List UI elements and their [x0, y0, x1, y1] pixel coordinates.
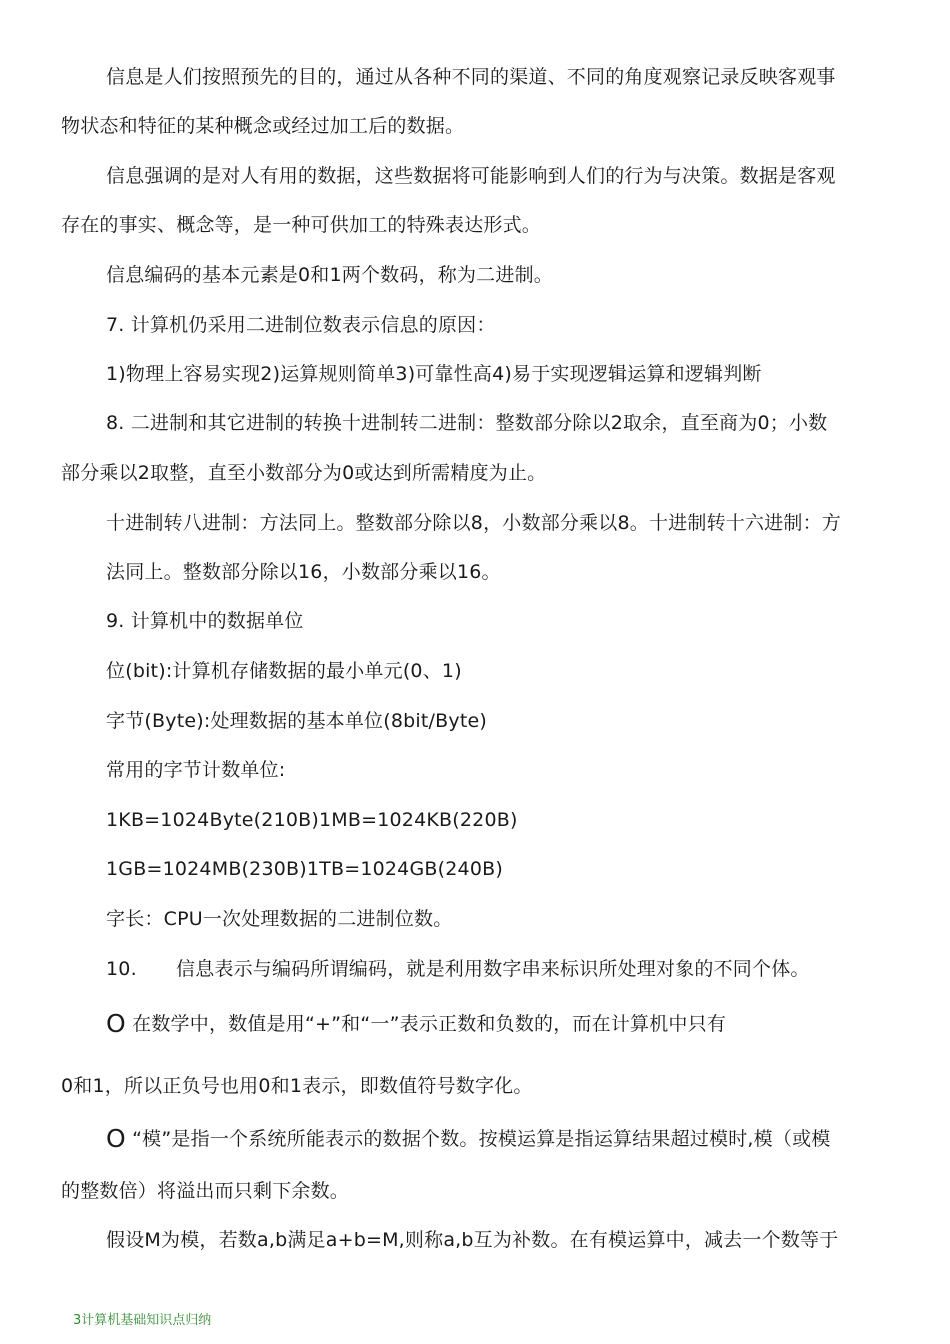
list-item-number: 10.: [106, 958, 137, 980]
paragraph-line: 信息表示与编码所谓编码，就是利用数字串来标识所处理对象的不同个体。: [176, 958, 810, 980]
paragraph-line: 法同上。整数部分除以16，小数部分乘以16。: [106, 561, 501, 583]
paragraph-line: 位(bit):计算机存储数据的最小单元(0、1): [106, 660, 462, 682]
list-item-heading: 8. 二进制和其它进制的转换十进制转二进制：整数部分除以2取余，直至商为0；小数: [106, 412, 828, 434]
paragraph-line: 的整数倍）将溢出而只剩下余数。: [61, 1180, 350, 1202]
bullet-icon: O: [106, 1009, 126, 1038]
paragraph-line: 十进制转八进制：方法同上。整数部分除以8，小数部分乘以8。十进制转十六进制：方: [106, 512, 841, 534]
paragraph-line: 部分乘以2取整，直至小数部分为0或达到所需精度为止。: [61, 462, 547, 484]
bullet-paragraph: [106, 1126, 830, 1152]
paragraph-line: 1)物理上容易实现2)运算规则简单3)可靠性高4)易于实现逻辑运算和逻辑判断: [106, 363, 762, 385]
bullet-icon: O: [106, 1124, 126, 1153]
paragraph-line: 常用的字节计数单位:: [106, 759, 286, 781]
paragraph-line: 0和1，所以正负号也用0和1表示，即数值符号数字化。: [61, 1075, 533, 1097]
paragraph-line: 信息编码的基本元素是0和1两个数码，称为二进制。: [106, 264, 553, 286]
paragraph-text: 在数学中，数值是用“+”和“一”表示正数和负数的，而在计算机中只有: [132, 1013, 727, 1035]
page-footer: 3计算机基础知识点归纳: [73, 1313, 212, 1328]
list-item-heading: 9. 计算机中的数据单位: [106, 610, 304, 632]
bullet-paragraph: [106, 1011, 726, 1037]
paragraph-line: 假设M为模，若数a,b满足a+b=M,则称a,b互为补数。在有模运算中，减去一个数等于: [106, 1229, 839, 1251]
paragraph-line: 1KB=1024Byte(210B)1MB=1024KB(220B): [106, 809, 518, 831]
paragraph-line: 物状态和特征的某种概念或经过加工后的数据。: [61, 115, 465, 137]
paragraph-line: 信息是人们按照预先的目的，通过从各种不同的渠道、不同的角度观察记录反映客观事: [106, 66, 836, 88]
paragraph-line: 存在的事实、概念等，是一种可供加工的特殊表达形式。: [61, 214, 542, 236]
paragraph-line: 字节(Byte):处理数据的基本单位(8bit/Byte): [106, 710, 487, 732]
paragraph-text: “模”是指一个系统所能表示的数据个数。按模运算是指运算结果超过模时,模（或模: [132, 1128, 831, 1150]
paragraph-line: 1GB=1024MB(230B)1TB=1024GB(240B): [106, 858, 503, 880]
paragraph-line: 信息强调的是对人有用的数据，这些数据将可能影响到人们的行为与决策。数据是客观: [106, 165, 836, 187]
paragraph-line: 字长：CPU一次处理数据的二进制位数。: [106, 908, 453, 930]
list-item-heading: 7. 计算机仍采用二进制位数表示信息的原因：: [106, 314, 496, 336]
